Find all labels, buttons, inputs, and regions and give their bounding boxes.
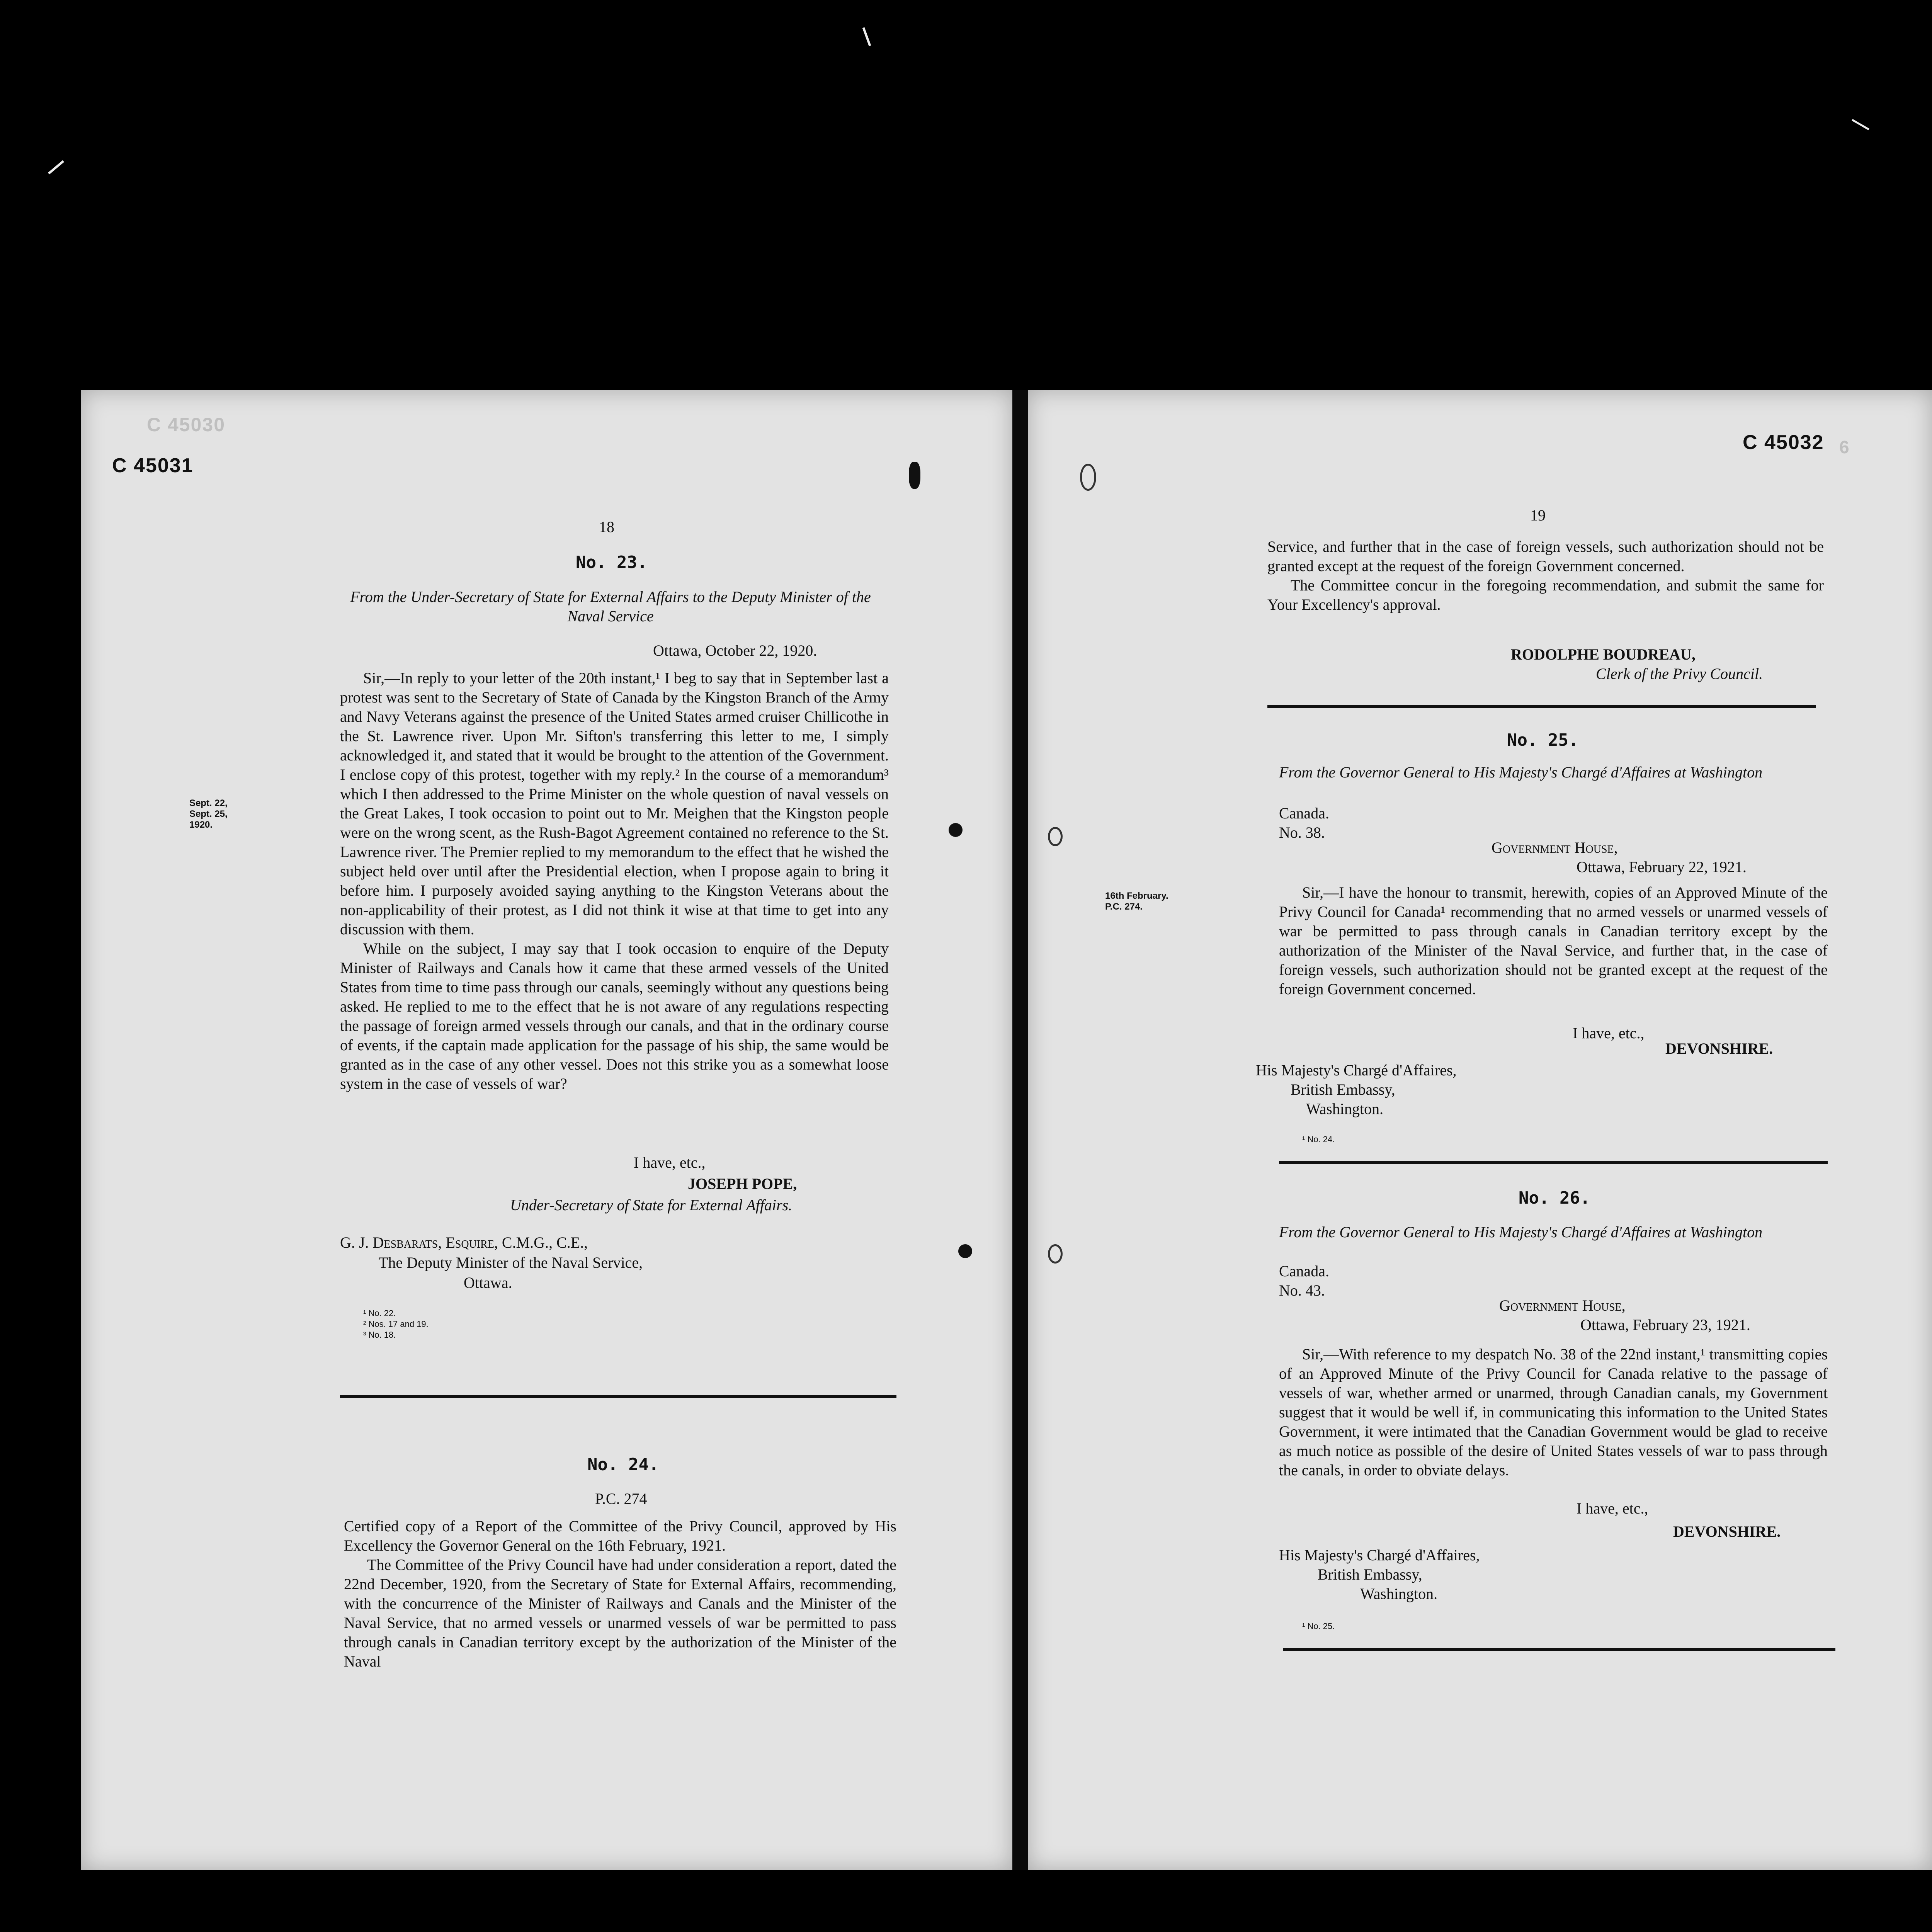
- doc25-dateline: Ottawa, February 22, 1921.: [1577, 858, 1747, 876]
- doc26-body: Sir,—With reference to my despatch No. 38 of the 22nd instant,¹ transmitting copies of an Approved Minute of the Privy Council for Canada relative to the passage of vessels of war, whether armed or unarmed, through Canadian canals, my Government suggest that it would be well if, in communicating this information to the United States Government, it were intimated that the Canadian Government would be glad to receive as much notice as possible of the desire of United States vessels of war to pass through the canals, in order to obviate delays.: [1279, 1345, 1828, 1479]
- doc25-house: Government House,: [1492, 839, 1618, 856]
- doc24-para-1: Certified copy of a Report of the Committee of the Privy Council, approved by His Excellency the Governor General on the 16th February, 1921.: [344, 1517, 896, 1554]
- right-frame-number: C 45032: [1743, 431, 1824, 454]
- doc25-addressee: His Majesty's Chargé d'Affaires, British Embassy, Washington.: [1256, 1061, 1457, 1117]
- section-rule: [1267, 705, 1816, 708]
- ghost-frame-number: C 45030: [147, 414, 226, 435]
- left-frame-number: C 45031: [112, 454, 194, 477]
- doc25-footnote: ¹ No. 24.: [1302, 1134, 1335, 1144]
- section-rule: [1279, 1161, 1828, 1164]
- doc26-addressee: His Majesty's Chargé d'Affaires, British Embassy, Washington.: [1279, 1546, 1480, 1602]
- doc26-footnote: ¹ No. 25.: [1302, 1621, 1335, 1631]
- doc26-reference: Canada. No. 43.: [1279, 1262, 1329, 1299]
- doc24-signature: RODOLPHE BOUDREAU,: [1511, 646, 1696, 663]
- doc25-reference: Canada. No. 38.: [1279, 804, 1329, 841]
- section-rule: [1283, 1648, 1835, 1651]
- doc25-subheading: From the Governor General to His Majesty's Chargé d'Affaires at Washington: [1279, 764, 1763, 781]
- doc24-signature-title: Clerk of the Privy Council.: [1596, 665, 1763, 682]
- doc23-footnotes: ¹ No. 22. ² Nos. 17 and 19. ³ No. 18.: [363, 1308, 429, 1340]
- doc25-margin-note: 16th February. P.C. 274.: [1105, 891, 1168, 912]
- page-gutter: [1012, 390, 1028, 1870]
- doc26-subheading: From the Governor General to His Majesty's Chargé d'Affaires at Washington: [1279, 1223, 1763, 1241]
- doc26-house: Government House,: [1499, 1297, 1626, 1314]
- doc24-body: [344, 1517, 896, 1671]
- doc24-para-2: The Committee of the Privy Council have had under consideration a report, dated the 22nd December, 1920, from the Secretary of State for External Affairs, recommending, with the concurrence of the Minister of Railways and Canals and the Minister of the Naval Service, that no armed vessels or unarmed vessels of war be permitted to pass through canals in Canadian territory except by the authorization of the Minister of the Naval: [344, 1556, 896, 1670]
- doc25-heading: No. 25.: [1507, 730, 1579, 750]
- doc26-dateline: Ottawa, February 23, 1921.: [1580, 1316, 1750, 1333]
- doc23-subheading: From the Under-Secretary of State for External Affairs to the Deputy Minister of the Naval Service: [350, 588, 871, 625]
- film-scratch: [862, 27, 871, 46]
- doc23-closing: I have, etc.,: [634, 1154, 706, 1171]
- doc23-addressee: G. J. Desbarats, Esquire, C.M.G., C.E., The Deputy Minister of the Naval Service, Ottawa.: [340, 1234, 643, 1291]
- doc23-signature-title: Under-Secretary of State for External Affairs.: [510, 1196, 793, 1214]
- doc24-heading: No. 24.: [587, 1455, 659, 1475]
- binding-hole: [1048, 1244, 1063, 1264]
- doc23-margin-note: Sept. 22, Sept. 25, 1920.: [189, 798, 228, 830]
- doc26-signature: DEVONSHIRE.: [1673, 1523, 1781, 1540]
- ghost-frame-number: 6: [1839, 437, 1850, 457]
- doc25-body: Sir,—I have the honour to transmit, herewith, copies of an Approved Minute of the Privy Council for Canada¹ recommending that no armed vessels or unarmed vessels of war be permitted to pass through canals in Canadian territory except by the authorization of the Minister of the Naval Service, and further that, in the case of foreign vessels, such authorization should not be granted except at the request of the foreign Government concerned.: [1279, 884, 1828, 998]
- binding-hole: [909, 462, 920, 489]
- section-rule: [340, 1395, 896, 1398]
- right-page-number: 19: [1530, 507, 1546, 524]
- binding-hole: [1048, 827, 1063, 846]
- binding-hole: [1080, 464, 1096, 491]
- doc24-reference: P.C. 274: [595, 1490, 647, 1507]
- doc25-closing: I have, etc.,: [1573, 1024, 1645, 1042]
- left-page-number: 18: [599, 518, 614, 536]
- doc23-para-2: While on the subject, I may say that I took occasion to enquire of the Deputy Minister of Railways and Canals how it came that these armed vessels of the United States from time to time pass through our canals, seemingly without any questions being asked. He replied to me to the effect that he is not aware of any regulations respecting the passage of foreign armed vessels through our canals, and that in the ordinary course of events, if the captain made application for the passage of his ship, the same would be granted as in the case of any other vessel. Does not this strike you as a somewhat loose system in the case of vessels of war?: [340, 940, 889, 1092]
- film-scratch: [48, 160, 64, 175]
- doc24-cont-para-1: Service, and further that in the case of foreign vessels, such authorization should not be granted except at the request of the foreign Government concerned.: [1267, 538, 1824, 575]
- film-scratch: [1852, 119, 1869, 130]
- binding-hole: [949, 823, 963, 837]
- doc24-cont-para-2: The Committee concur in the foregoing recommendation, and submit the same for Your Excellency's approval.: [1267, 577, 1824, 613]
- doc24-continuation: [1267, 537, 1824, 614]
- doc23-body: [340, 668, 889, 1094]
- doc23-signature: JOSEPH POPE,: [688, 1175, 797, 1192]
- doc25-signature: DEVONSHIRE.: [1665, 1040, 1773, 1057]
- doc23-heading: No. 23.: [576, 553, 648, 572]
- doc23-dateline: Ottawa, October 22, 1920.: [653, 642, 817, 659]
- doc26-heading: No. 26.: [1519, 1188, 1590, 1208]
- doc26-closing: I have, etc.,: [1577, 1500, 1648, 1517]
- doc23-para-1: Sir,—In reply to your letter of the 20th instant,¹ I beg to say that in September last a protest was sent to the Secretary of State of Canada by the Kingston Branch of the Army and Navy Veterans against the presence of the United States armed cruiser Chillicothe in the St. Lawrence river. Upon Mr. Sifton's transferring this letter to me, I simply acknowledged it, and stated that it would be brought to the attention of the Government. I enclose copy of this protest, together with my reply.² In the course of a memorandum³ which I then addressed to the Prime Minister on the whole question of naval vessels on the Great Lakes, I took occasion to point out to Mr. Meighen that the Kingston people were on the wrong scent, as the Rush-Bagot Agreement contained no reference to the St. Lawrence river. The Premier replied to my memorandum to the effect that he wished the subject held over until after the Presidential election, when I propose again to bring it before him. I purposely avoided saying anything to the Kingston Veterans about the non-applicability of their protest, as I did not think it wise at that time to get into any discussion with them.: [340, 669, 889, 938]
- binding-hole: [958, 1244, 972, 1258]
